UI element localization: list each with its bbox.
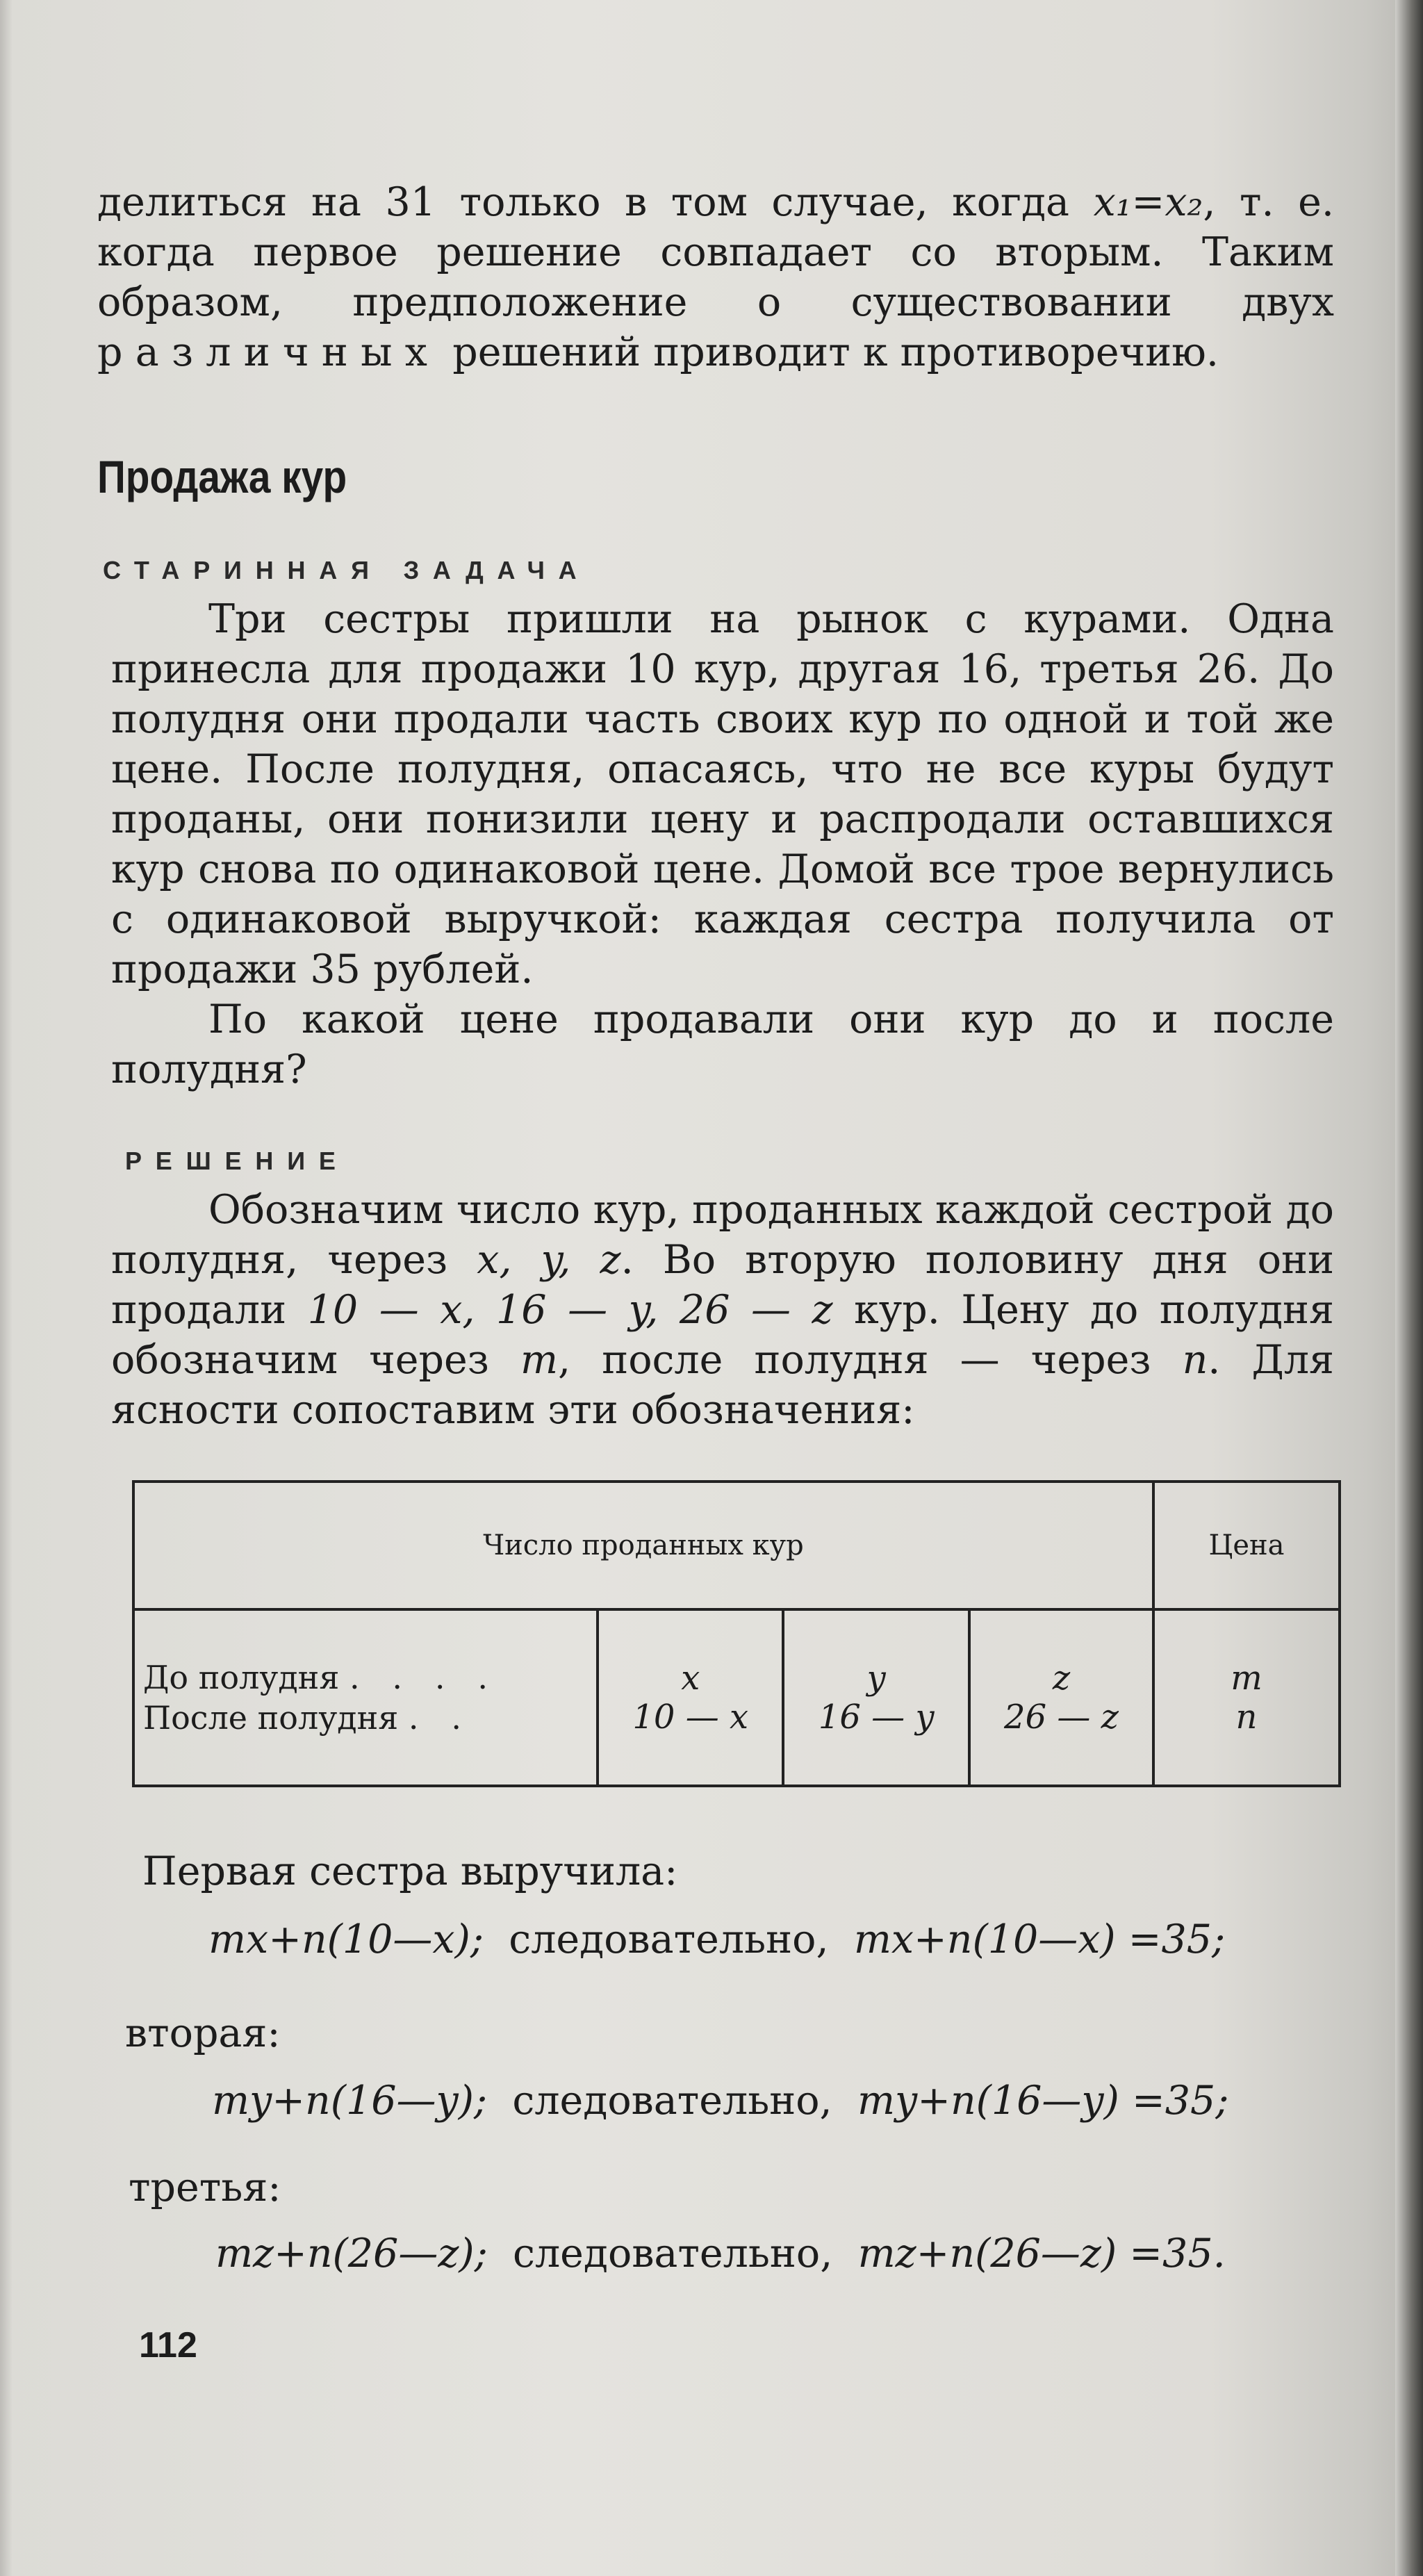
solution-text-b: . Во вторую половину дня они продали [111,1237,1334,1333]
problem-paragraph-2: По какой цене продавали они кур до и после полудня? [111,996,1334,1092]
second-expr: my+n(16—y); [212,2078,488,2124]
row-label-before-noon: До полудня [143,1659,340,1696]
table-row [133,1609,1340,1786]
table-header-row [133,1482,1340,1609]
cell-m: m [1231,1659,1262,1698]
cell-price [1153,1609,1340,1786]
word-consequently: следовательно, [513,2231,833,2276]
section-subtitle: СТАРИННАЯ ЗАДАЧА [103,556,591,584]
page-binding-shadow [1395,0,1423,2576]
first-expr: mx+n(10—x); [208,1917,484,1962]
second-sister-equation [212,2078,1228,2124]
first-sister-label: Первая сестра выручила: [142,1848,678,1894]
problem-paragraph-1: Три сестры пришли на рынок с курами. Одна принесла для продажи 10 кур, другая 16, третья 26. До полудня они продали часть своих кур по одной и той же цене. После полудня, опасаясь, что не все куры будут проданы, они понизили цену и распродали оставшихся кур снова по одинаковой цене. Домой все трое вернулись с одинаковой выручкой: каждая сестра получила от продажи 35 рублей. [111,596,1334,992]
intro-paragraph [97,177,1334,377]
solution-var-n: n [1182,1337,1208,1383]
solution-text-a: Обозначим число кур, проданных каждой сестрой до полудня, через [111,1187,1334,1283]
cell-n: n [1235,1698,1258,1737]
header-price: Цена [1153,1482,1340,1609]
cell-x: x [681,1659,700,1698]
third-eq: mz+n(26—z) =35. [857,2231,1226,2276]
solution-text-e: . Для ясности сопоставим эти обозначения: [111,1337,1334,1433]
third-sister-equation [215,2231,1226,2276]
cell-y: y [866,1659,886,1698]
cell-sister-1 [598,1609,783,1786]
solution-var-m: m [520,1337,558,1383]
first-sister-equation [208,1917,1225,1962]
intro-text-1: делиться на 31 только в том случае, когда [97,179,1094,225]
second-eq: my+n(16—y) =35; [857,2078,1229,2124]
third-sister-label: третья: [129,2165,281,2210]
third-expr: mz+n(26—z); [215,2231,488,2276]
intro-math: x₁=x₂ [1093,179,1203,225]
intro-text-2: , т. е. когда первое решение совпадает со вторым. Таким образом, предположение о существовании двух [97,179,1334,325]
cell-sister-2 [783,1609,969,1786]
intro-spaced-word: различных [97,329,441,375]
solution-text-c: кур. Цену до полудня обозначим через [111,1287,1334,1383]
cell-16-y: 16 — y [818,1698,935,1737]
cell-z: z [1052,1659,1071,1698]
cell-sister-3 [969,1609,1153,1786]
solution-heading: РЕШЕНИЕ [125,1147,349,1175]
leader-dots: . . [408,1699,473,1737]
row-label-after-noon: После полудня [143,1699,399,1737]
word-consequently: следовательно, [509,1917,829,1962]
word-consequently: следовательно, [512,2078,832,2124]
section-title: Продажа кур [97,451,347,502]
page-number: 112 [139,2325,197,2365]
first-eq: mx+n(10—x) =35; [853,1917,1226,1962]
solution-text-d: , после полудня — через [558,1337,1183,1383]
problem-statement [111,594,1334,1094]
solution-intro [111,1185,1334,1435]
cell-26-z: 26 — z [1004,1698,1119,1737]
header-count: Число проданных кур [133,1482,1153,1609]
leader-dots: . . . . [349,1659,500,1696]
page-left-edge [0,0,13,2576]
solution-vars-2: 10 — x, 16 — y, 26 — z [307,1287,833,1333]
row-labels [133,1609,598,1786]
solution-vars-1: x, y, z [477,1237,621,1283]
intro-text-3: решений приводит к противоречию. [440,329,1219,375]
notation-table [132,1480,1341,1787]
second-sister-label: вторая: [125,2010,281,2056]
cell-10-x: 10 — x [632,1698,749,1737]
